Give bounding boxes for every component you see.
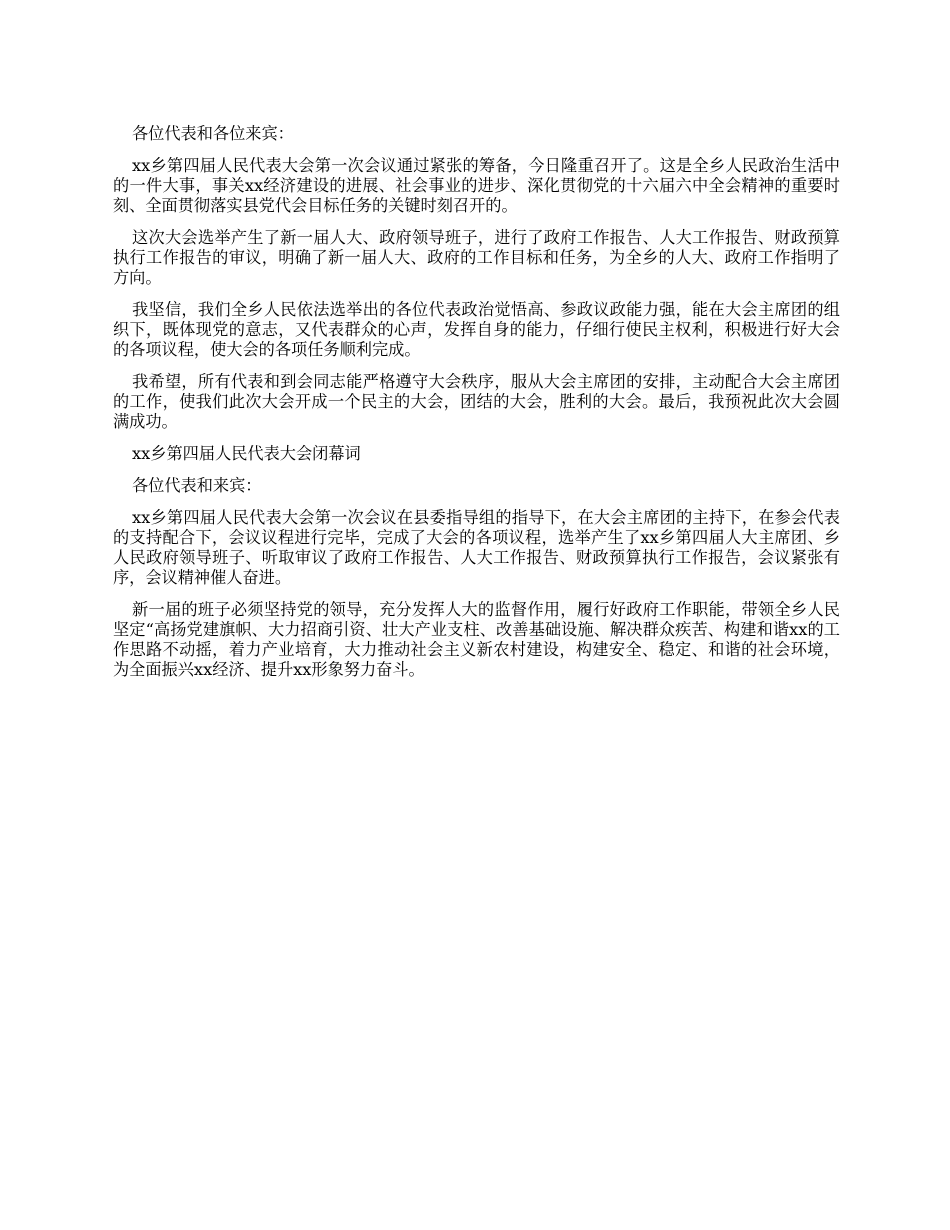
paragraph-hope: 我希望，所有代表和到会同志能严格遵守大会秩序，服从大会主席团的安排，主动配合大会主席团的工作，使我们此次大会开成一个民主的大会，团结的大会，胜利的大会。最后，我预祝此次大会圆满成功。 (113, 372, 840, 431)
salutation-opening: 各位代表和各位来宾： (132, 124, 294, 143)
paragraph-closing-summary: xx乡第四届人民代表大会第一次会议在县委指导组的指导下，在大会主席团的主持下，在参会代表的支持配合下，会议议程进行完毕，完成了大会的各项议程，选举产生了xx乡第四届人大主席团、乡人民政府领导班子、听取审议了政府工作报告、人大工作报告、财政预算执行工作报告，会议紧张有序，会议精神催人奋进。 (113, 508, 840, 587)
paragraph-opening-intro: xx乡第四届人民代表大会第一次会议通过紧张的筹备，今日隆重召开了。这是全乡人民政治生活中的一件大事，事关xx经济建设的进展、社会事业的进步、深化贯彻党的十六届六中全会精神的重要时刻、全面贯彻落实县党代会目标任务的关键时刻召开的。 (113, 156, 840, 215)
paragraph-new-leadership: 新一届的班子必须坚持党的领导，充分发挥人大的监督作用，履行好政府工作职能，带领全乡人民坚定“高扬党建旗帜、大力招商引资、壮大产业支柱、改善基础设施、解决群众疾苦、构建和谐xx的工作思路不动摇，着力产业培育，大力推动社会主义新农村建设，构建安全、稳定、和谐的社会环境，为全面振兴xx经济、提升xx形象努力奋斗。 (113, 600, 840, 679)
paragraph-confidence: 我坚信，我们全乡人民依法选举出的各位代表政治觉悟高、参政议政能力强，能在大会主席团的组织下，既体现党的意志，又代表群众的心声，发挥自身的能力，仔细行使民主权利，积极进行好大会的各项议程，使大会的各项任务顺利完成。 (113, 300, 840, 359)
closing-speech-title: xx乡第四届人民代表大会闭幕词 (132, 444, 361, 463)
salutation-closing: 各位代表和来宾： (132, 476, 262, 495)
document-body (113, 124, 840, 692)
paragraph-election-results: 这次大会选举产生了新一届人大、政府领导班子，进行了政府工作报告、人大工作报告、财政预算执行工作报告的审议，明确了新一届人大、政府的工作目标和任务，为全乡的人大、政府工作指明了方向。 (113, 228, 840, 287)
